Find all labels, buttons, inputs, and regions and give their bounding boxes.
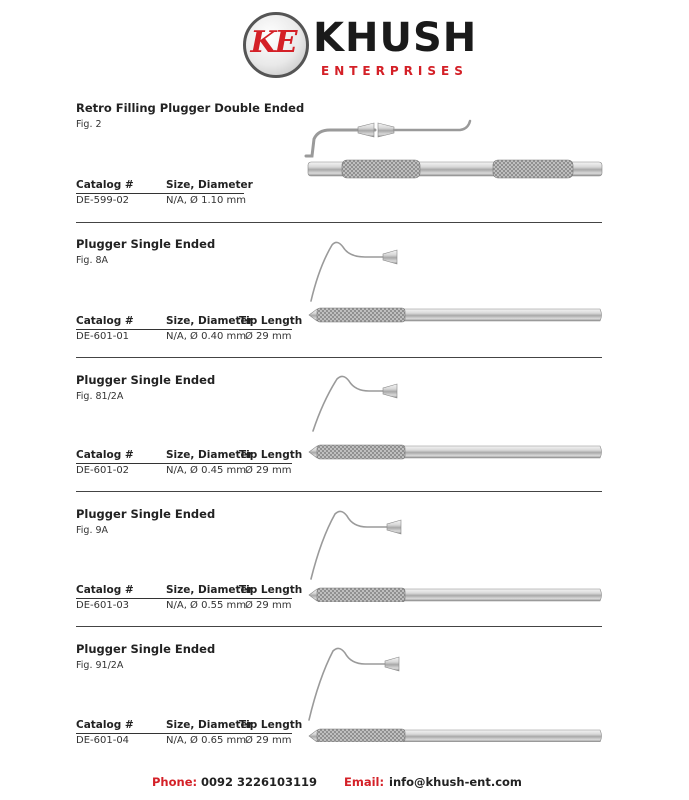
product-title: Plugger Single Ended: [76, 237, 216, 251]
product-section-3: [0, 373, 689, 491]
product-section-1: [0, 101, 689, 223]
spec-underline: [76, 329, 292, 330]
catalog-number: DE-599-02: [76, 195, 130, 206]
product-fig: Fig. 91/2A: [76, 660, 124, 671]
contact-footer: [0, 775, 689, 791]
product-fig: Fig. 9A: [76, 525, 109, 536]
product-fig: Fig. 81/2A: [76, 391, 124, 402]
tip-length-header: Tip Length: [239, 449, 303, 461]
product-section-2: [0, 237, 689, 357]
logo-monogram: KE: [250, 25, 296, 60]
product-fig: Fig. 8A: [76, 255, 109, 266]
catalog-header: Catalog #: [76, 179, 134, 191]
instrument-image: [305, 237, 605, 327]
spec-underline: [76, 193, 244, 194]
size-value: N/A, Ø 0.45 mm: [166, 465, 247, 476]
tip-length-value: Ø 29 mm: [245, 331, 292, 342]
company-logo: [243, 12, 478, 80]
size-header: Size, Diameter: [166, 719, 253, 731]
size-value: N/A, Ø 0.40 mm: [166, 331, 247, 342]
catalog-header: Catalog #: [76, 449, 134, 461]
size-header: Size, Diameter: [166, 449, 253, 461]
size-header: Size, Diameter: [166, 179, 253, 191]
spec-underline: [76, 598, 292, 599]
catalog-number: DE-601-01: [76, 331, 130, 342]
catalog-number: DE-601-03: [76, 600, 130, 611]
email-link[interactable]: info@khush-ent.com: [389, 775, 522, 789]
spec-underline: [76, 463, 292, 464]
catalog-header: Catalog #: [76, 719, 134, 731]
product-title: Retro Filling Plugger Double Ended: [76, 101, 305, 115]
spec-underline: [76, 733, 292, 734]
tip-length-value: Ø 29 mm: [245, 600, 292, 611]
brand-subtitle: ENTERPRISES: [321, 64, 468, 78]
catalog-header: Catalog #: [76, 315, 134, 327]
tip-length-value: Ø 29 mm: [245, 465, 292, 476]
product-fig: Fig. 2: [76, 119, 102, 130]
instrument-image: [305, 373, 605, 463]
tip-length-header: Tip Length: [239, 584, 303, 596]
product-section-5: [0, 642, 689, 757]
tip-length-header: Tip Length: [239, 719, 303, 731]
size-header: Size, Diameter: [166, 315, 253, 327]
tip-length-header: Tip Length: [239, 315, 303, 327]
tip-length-value: Ø 29 mm: [245, 735, 292, 746]
section-divider: [76, 626, 602, 627]
size-value: N/A, Ø 0.55 mm: [166, 600, 247, 611]
size-value: N/A, Ø 1.10 mm: [166, 195, 247, 206]
instrument-image: [305, 642, 605, 742]
product-title: Plugger Single Ended: [76, 642, 216, 656]
email-label: Email:: [344, 775, 385, 789]
instrument-image: [305, 507, 605, 602]
brand-name: KHUSH: [313, 15, 478, 61]
product-title: Plugger Single Ended: [76, 507, 216, 521]
product-section-4: [0, 507, 689, 625]
product-title: Plugger Single Ended: [76, 373, 216, 387]
size-value: N/A, Ø 0.65 mm: [166, 735, 247, 746]
instrument-image: [300, 111, 605, 186]
catalog-number: DE-601-04: [76, 735, 130, 746]
catalog-number: DE-601-02: [76, 465, 130, 476]
section-divider: [76, 222, 602, 223]
phone-number[interactable]: 0092 3226103119: [201, 775, 318, 789]
phone-label: Phone:: [152, 775, 198, 789]
section-divider: [76, 357, 602, 358]
size-header: Size, Diameter: [166, 584, 253, 596]
catalog-header: Catalog #: [76, 584, 134, 596]
section-divider: [76, 491, 602, 492]
